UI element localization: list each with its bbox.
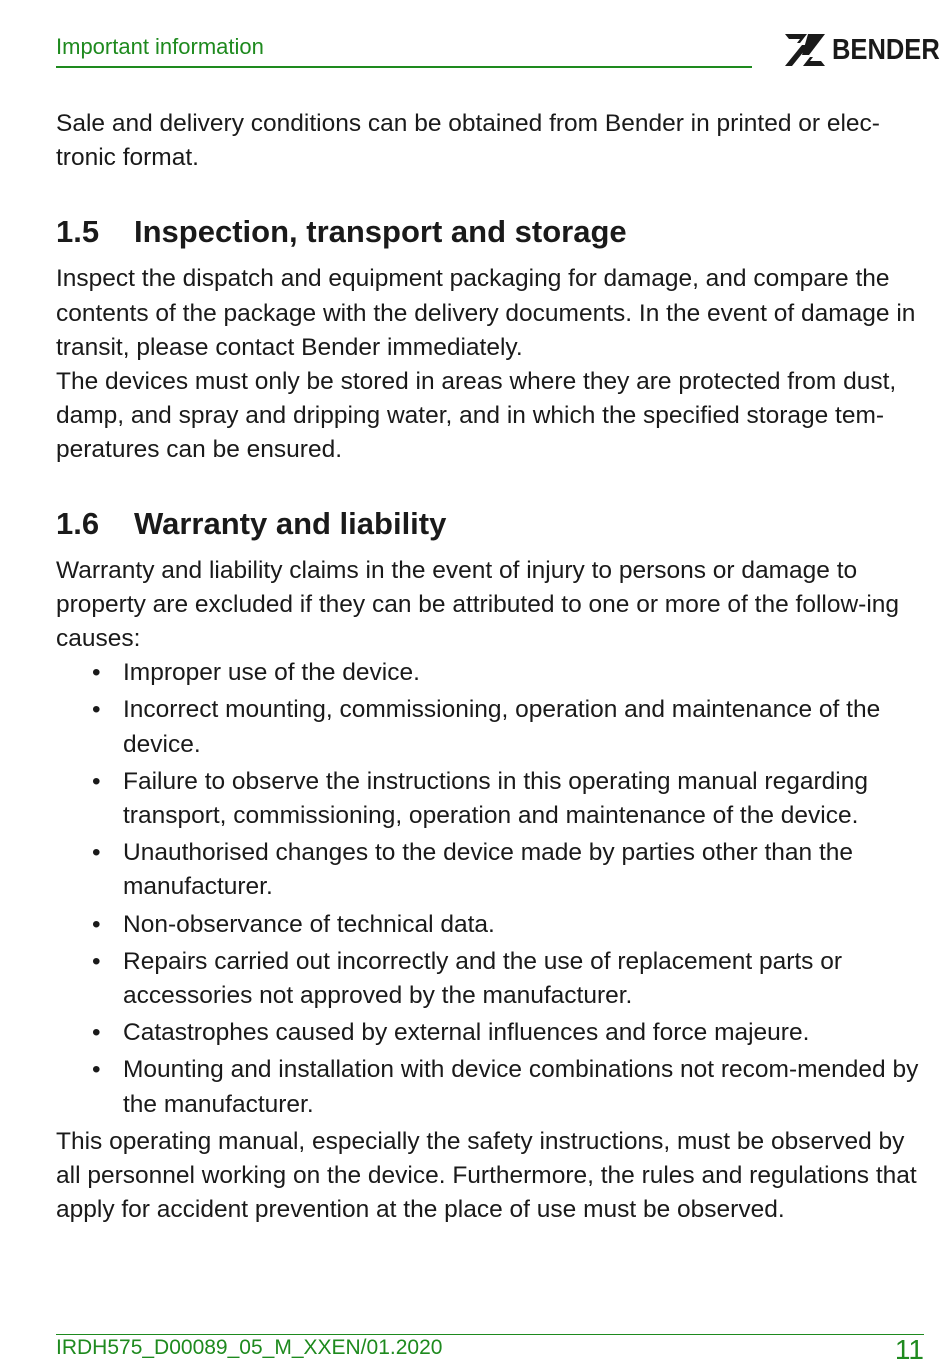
storage-paragraph: The devices must only be stored in areas where they are protected from dust, damp, and spray and dripping water, and in which the specified storage tem-peratures can be ensured. — [56, 368, 897, 464]
page-content — [56, 107, 924, 1227]
document-id: IRDH575_D00089_05_M_XXEN/01.2020 — [56, 1336, 443, 1359]
bender-logo — [783, 33, 950, 67]
list-item: • Improper use of the device. — [56, 656, 924, 690]
list-item: • Unauthorised changes to the device made by parties other than the manufacturer. — [56, 836, 924, 904]
bullet-icon: • — [92, 910, 101, 938]
section-title: Warranty and liability — [134, 505, 447, 541]
running-header: Important information — [56, 34, 264, 59]
intro-paragraph: Sale and delivery conditions can be obtained from Bender in printed or elec-tronic format. — [56, 110, 880, 172]
inspection-paragraph: Inspect the dispatch and equipment packaging for damage, and compare the contents of the package with the delivery documents. In the event of damage in transit, please contact Bender immediately. — [56, 265, 916, 361]
bender-logo-icon — [783, 33, 827, 67]
header-rule — [56, 66, 752, 68]
bullet-icon: • — [92, 947, 101, 975]
bullet-icon: • — [92, 1056, 101, 1084]
section-number: 1.5 — [56, 214, 100, 250]
bullet-icon: • — [92, 839, 101, 867]
causes-list — [56, 656, 924, 1122]
closing-paragraph: This operating manual, especially the safety instructions, must be observed by all personnel working on the device. Furthermore, the rules and regulations that apply for accident prevention at the place of use must be observed. — [56, 1127, 917, 1224]
list-item: • Mounting and installation with device combinations not recom-mended by the manufacturer. — [56, 1053, 924, 1121]
list-item: • Repairs carried out incorrectly and the use of replacement parts or accessories not approved by the manufacturer. — [56, 945, 924, 1013]
list-item: • Catastrophes caused by external influences and force majeure. — [56, 1016, 924, 1050]
bullet-icon: • — [92, 1019, 101, 1047]
section-heading-1-5 — [56, 212, 924, 252]
logo-wordmark: BENDER — [832, 34, 940, 66]
list-item: • Failure to observe the instructions in this operating manual regarding transport, commissioning, operation and maintenance of the device. — [56, 765, 924, 833]
warranty-intro-paragraph: Warranty and liability claims in the event of injury to persons or damage to property are excluded if they can be attributed to one or more of the follow-ing causes: — [56, 556, 900, 653]
section-number: 1.6 — [56, 505, 100, 541]
list-item: • Incorrect mounting, commissioning, operation and maintenance of the device. — [56, 693, 924, 761]
bullet-icon: • — [92, 767, 101, 795]
footer-rule — [56, 1334, 924, 1335]
bullet-icon: • — [92, 659, 101, 687]
section-title: Inspection, transport and storage — [134, 214, 627, 250]
list-item: • Non-observance of technical data. — [56, 908, 924, 942]
section-heading-1-6 — [56, 504, 924, 544]
bullet-icon: • — [92, 696, 101, 724]
page-number: 11 — [894, 1334, 924, 1365]
